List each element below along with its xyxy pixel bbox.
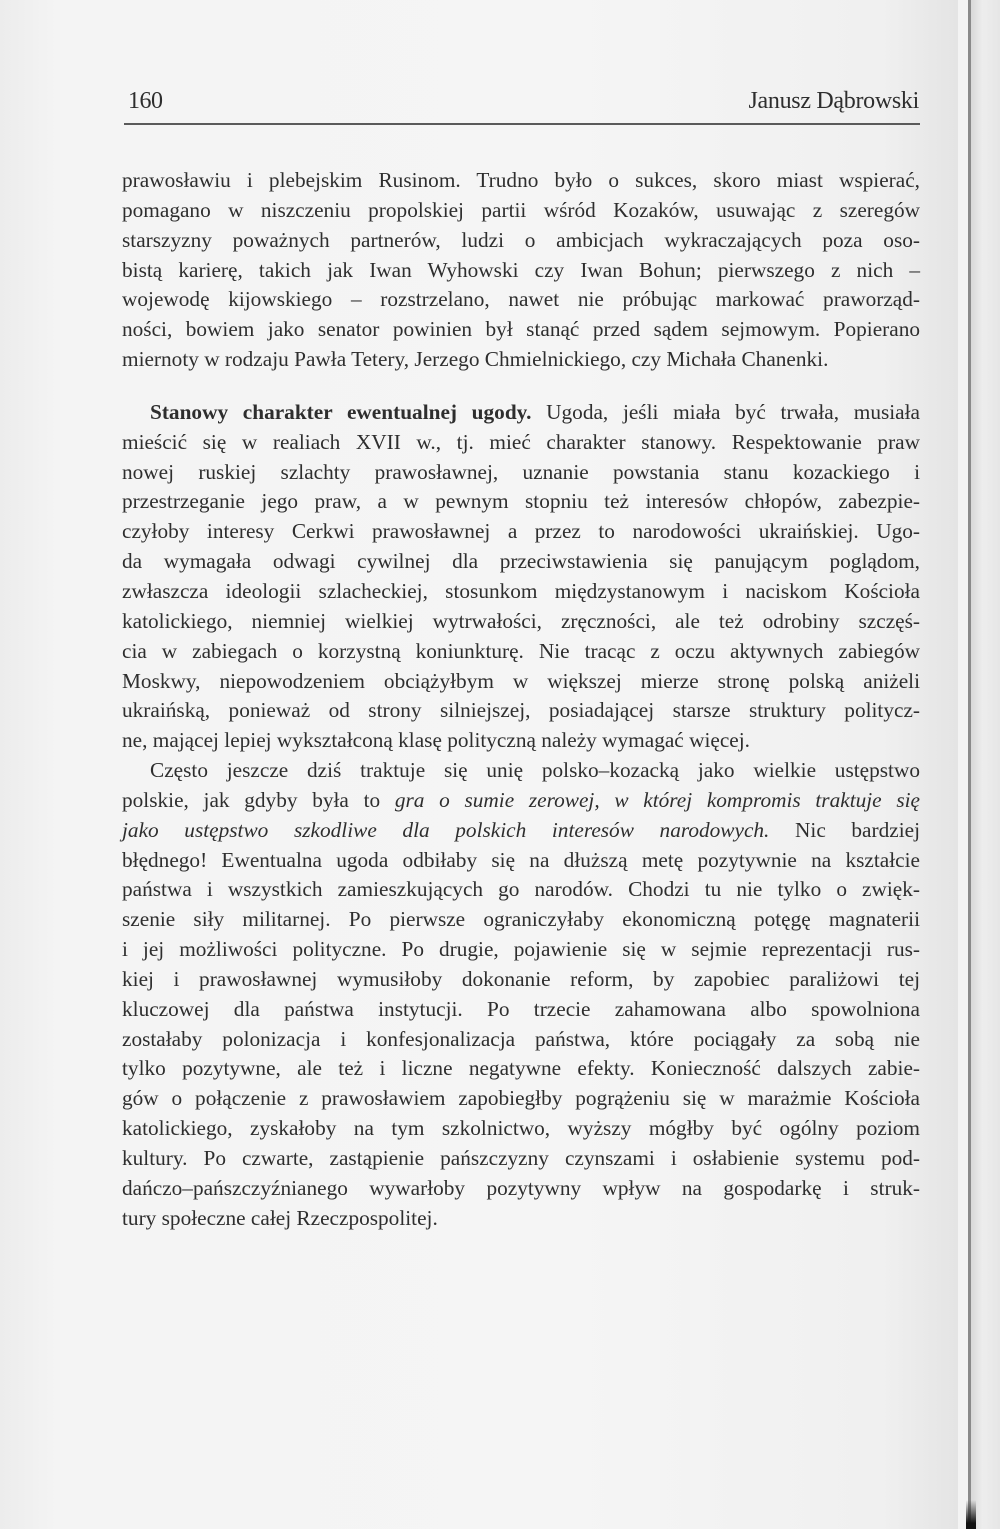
text-line [122,786,920,816]
paragraph-3 [122,756,920,1234]
text-line: miernoty w rodzaju Pawła Tetery, Jerzego Chmielnickiego, czy Michała Chanenki. [122,347,829,372]
text-line: przestrzeganie jego praw, a w pewnym stopniu też interesów chłopów, zabezpie- [122,489,920,514]
text-line: tury społeczne całej Rzeczpospolitej. [122,1205,438,1230]
text-line: zwłaszcza ideologii szlacheckiej, stosunkom międzystanowym i naciskom Kościoła [122,578,920,603]
text-line: Moskwy, niepowodzeniem obciążyłbym w większej mierze stronę polską aniżeli [122,668,920,693]
italic-quote: gra o sumie zerowej, w której kompromis traktuje się [394,787,920,812]
text-line: państwa i wszystkich zamieszkujących go narodów. Chodzi tu nie tylko o zwięk- [122,877,920,902]
text-line: wojewodę kijowskiego – rozstrzelano, nawet nie próbując markować praworząd- [122,287,920,312]
binding-shadow [966,1500,976,1529]
text-run: Nic bardziej [769,817,920,842]
text-run: polskie, jak gdyby była to [122,787,395,812]
page-number: 160 [128,88,163,114]
text-line: dańczo–pańszczyźnianego wywarłoby pozytywny wpływ na gospodarkę i struk- [122,1175,920,1200]
text-line: ności, bowiem jako senator powinien był stanąć przed sądem sejmowym. Popierano [122,317,920,342]
text-line: ne, mającej lepiej wykształconą klasę polityczną należy wymagać więcej. [122,728,750,753]
text-line: kiej i prawosławnej wymusiłoby dokonanie reform, by zapobiec paraliżowi tej [122,966,920,991]
text-line: nowej ruskiej szlachty prawosławnej, uznanie powstania stanu kozackiego i [122,459,920,484]
text-line: ukraińską, ponieważ od strony silniejszej, posiadającej starsze struktury politycz- [122,698,920,723]
text-line: tylko pozytywne, ale też i liczne negatywne efekty. Konieczność dalszych zabie- [122,1056,920,1081]
text-line: i jej możliwości polityczne. Po drugie, pojawienie się w sejmie reprezentacji rus- [122,937,920,962]
text-line: katolickiego, zyskałoby na tym szkolnictwo, wyższy mógłby być ogólny poziom [122,1116,920,1141]
next-page-edge [971,0,1000,1529]
section-heading: Stanowy charakter ewentualnej ugody. [150,399,532,424]
text-line: cia w zabiegach o korzystną koniunkturę. Nie tracąc z oczu aktywnych zabiegów [122,638,920,663]
text-line: starszyzny poważnych partnerów, ludzi o ambicjach wykraczających poza oso- [122,227,920,252]
text-line: kultury. Po czwarte, zastąpienie pańszczyzny czynszami i osłabienie systemu pod- [122,1146,920,1170]
text-line: błędnego! Ewentualna ugoda odbiłaby się na dłuższą metę pozytywnie na kształcie [122,847,920,872]
text-line: czyłoby interesy Cerkwi prawosławnej a przez to narodowości ukraińskiej. Ugo- [122,519,920,544]
text-line [122,816,920,846]
text-line: prawosławiu i plebejskim Rusinom. Trudno było o sukces, skoro miast wspierać, [122,168,920,192]
text-line: mieścić się w realiach XVII w., tj. mieć charakter stanowy. Respektowanie praw [122,429,920,454]
text-line [122,398,920,428]
text-line: gów o połączenie z prawosławiem zapobiegłby pogrążeniu się w marażmie Kościoła [122,1086,920,1111]
text-line: zostałaby polonizacja i konfesjonalizacja państwa, które pociągały za sobą nie [122,1026,920,1051]
italic-quote: jako ustępstwo szkodliwe dla polskich interesów narodowych. [122,817,770,842]
page-header [124,88,919,122]
text-line: bistą karierę, takich jak Iwan Wyhowski czy Iwan Bohun; pierwszego z nich – [122,257,920,282]
text-line: Często jeszcze dziś traktuje się unię polsko–kozacką jako wielkie ustępstwo [150,758,920,783]
paragraph-2 [122,398,920,756]
text-line: pomagano w niszczeniu propolskiej partii wśród Kozaków, usuwając z szeregów [122,197,920,222]
header-rule [124,123,920,125]
text-line: szenie siły militarnej. Po pierwsze ograniczyłaby ekonomiczną potęgę magnaterii [122,907,920,932]
running-head-author: Janusz Dąbrowski [748,88,919,114]
paragraph-gap [122,375,920,398]
text-line: da wymagała odwagi cywilnej dla przeciwstawienia się panującym poglądom, [122,549,920,574]
text-line: kluczowej dla państwa instytucji. Po trzecie zahamowana albo spowolniona [122,996,920,1021]
text-line: katolickiego, niemniej wielkiej wytrwałości, zręczności, ale też odrobiny szczęś- [122,608,920,633]
body-text [122,166,920,1234]
text-run: Ugoda, jeśli miała być trwała, musiała [531,399,920,424]
paragraph-1 [122,166,920,375]
